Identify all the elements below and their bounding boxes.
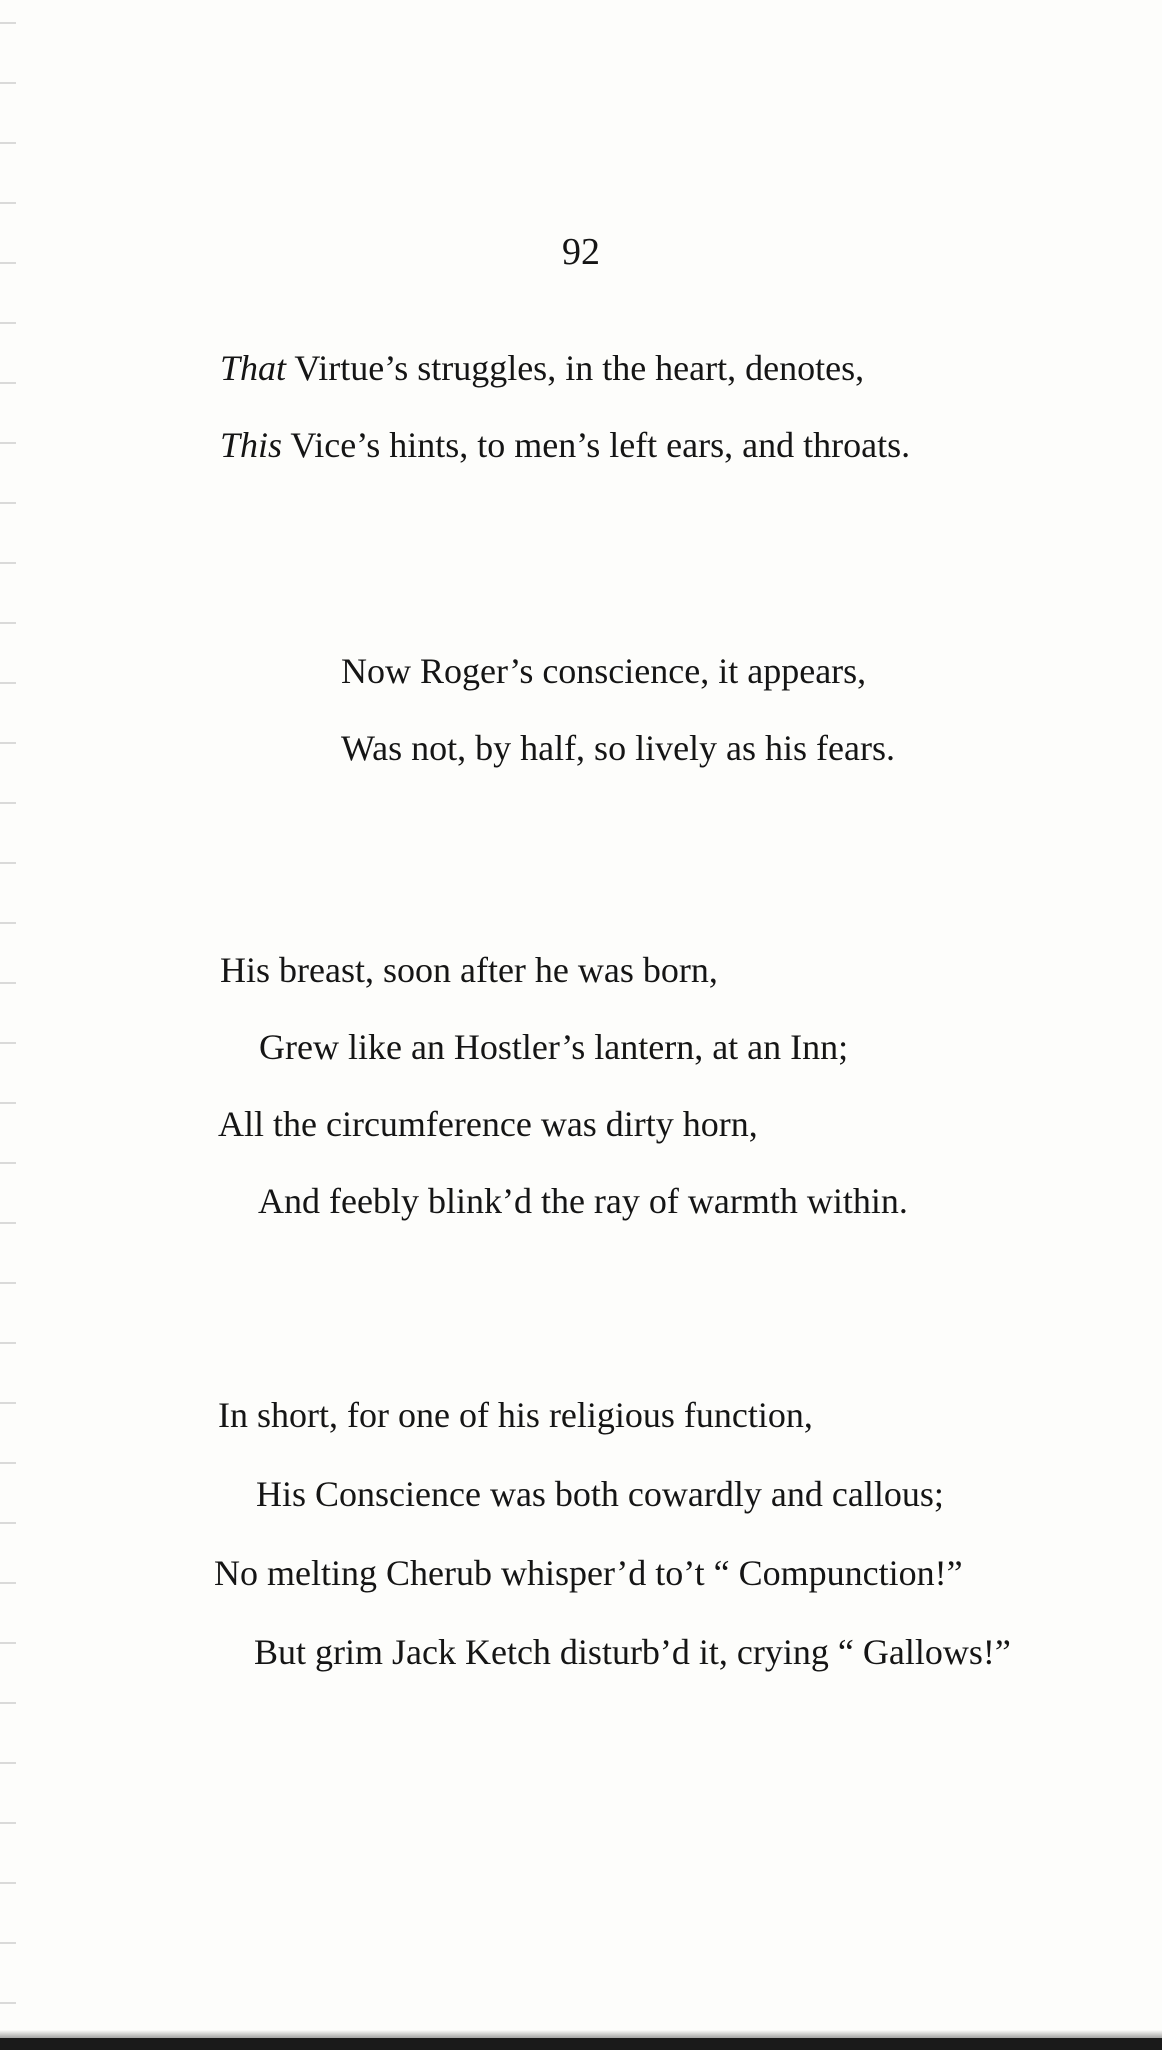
stanza1-line2 [220, 427, 910, 463]
line-text: Virtue’s struggles, in the heart, denotes, [286, 348, 865, 388]
stanza4-line3: No melting Cherub whisper’d to’t “ Compunction!” [214, 1553, 963, 1593]
italic-lead-word: This [220, 425, 283, 465]
stanza2-line2: Was not, by half, so lively as his fears. [341, 728, 895, 768]
stanza4-line2: His Conscience was both cowardly and callous; [256, 1474, 944, 1514]
stanza4-line1: In short, for one of his religious function, [218, 1395, 813, 1435]
page-bottom-shadow [0, 2030, 1162, 2038]
stanza1-line1 [220, 350, 864, 386]
stanza3-line1: His breast, soon after he was born, [220, 950, 718, 990]
page-left-edge [0, 0, 16, 2050]
stanza3-line2: Grew like an Hostler’s lantern, at an Inn; [259, 1027, 849, 1067]
page-number: 92 [562, 231, 600, 273]
page-bottom-edge [0, 2038, 1162, 2050]
stanza4-line4: But grim Jack Ketch disturb’d it, crying “ Gallows!” [254, 1632, 1011, 1672]
stanza2-line1: Now Roger’s conscience, it appears, [341, 651, 867, 691]
stanza3-line3: All the circumference was dirty horn, [218, 1104, 758, 1144]
line-text: Vice’s hints, to men’s left ears, and throats. [282, 425, 911, 465]
stanza3-line4: And feebly blink’d the ray of warmth within. [258, 1181, 908, 1221]
italic-lead-word: That [220, 348, 287, 388]
